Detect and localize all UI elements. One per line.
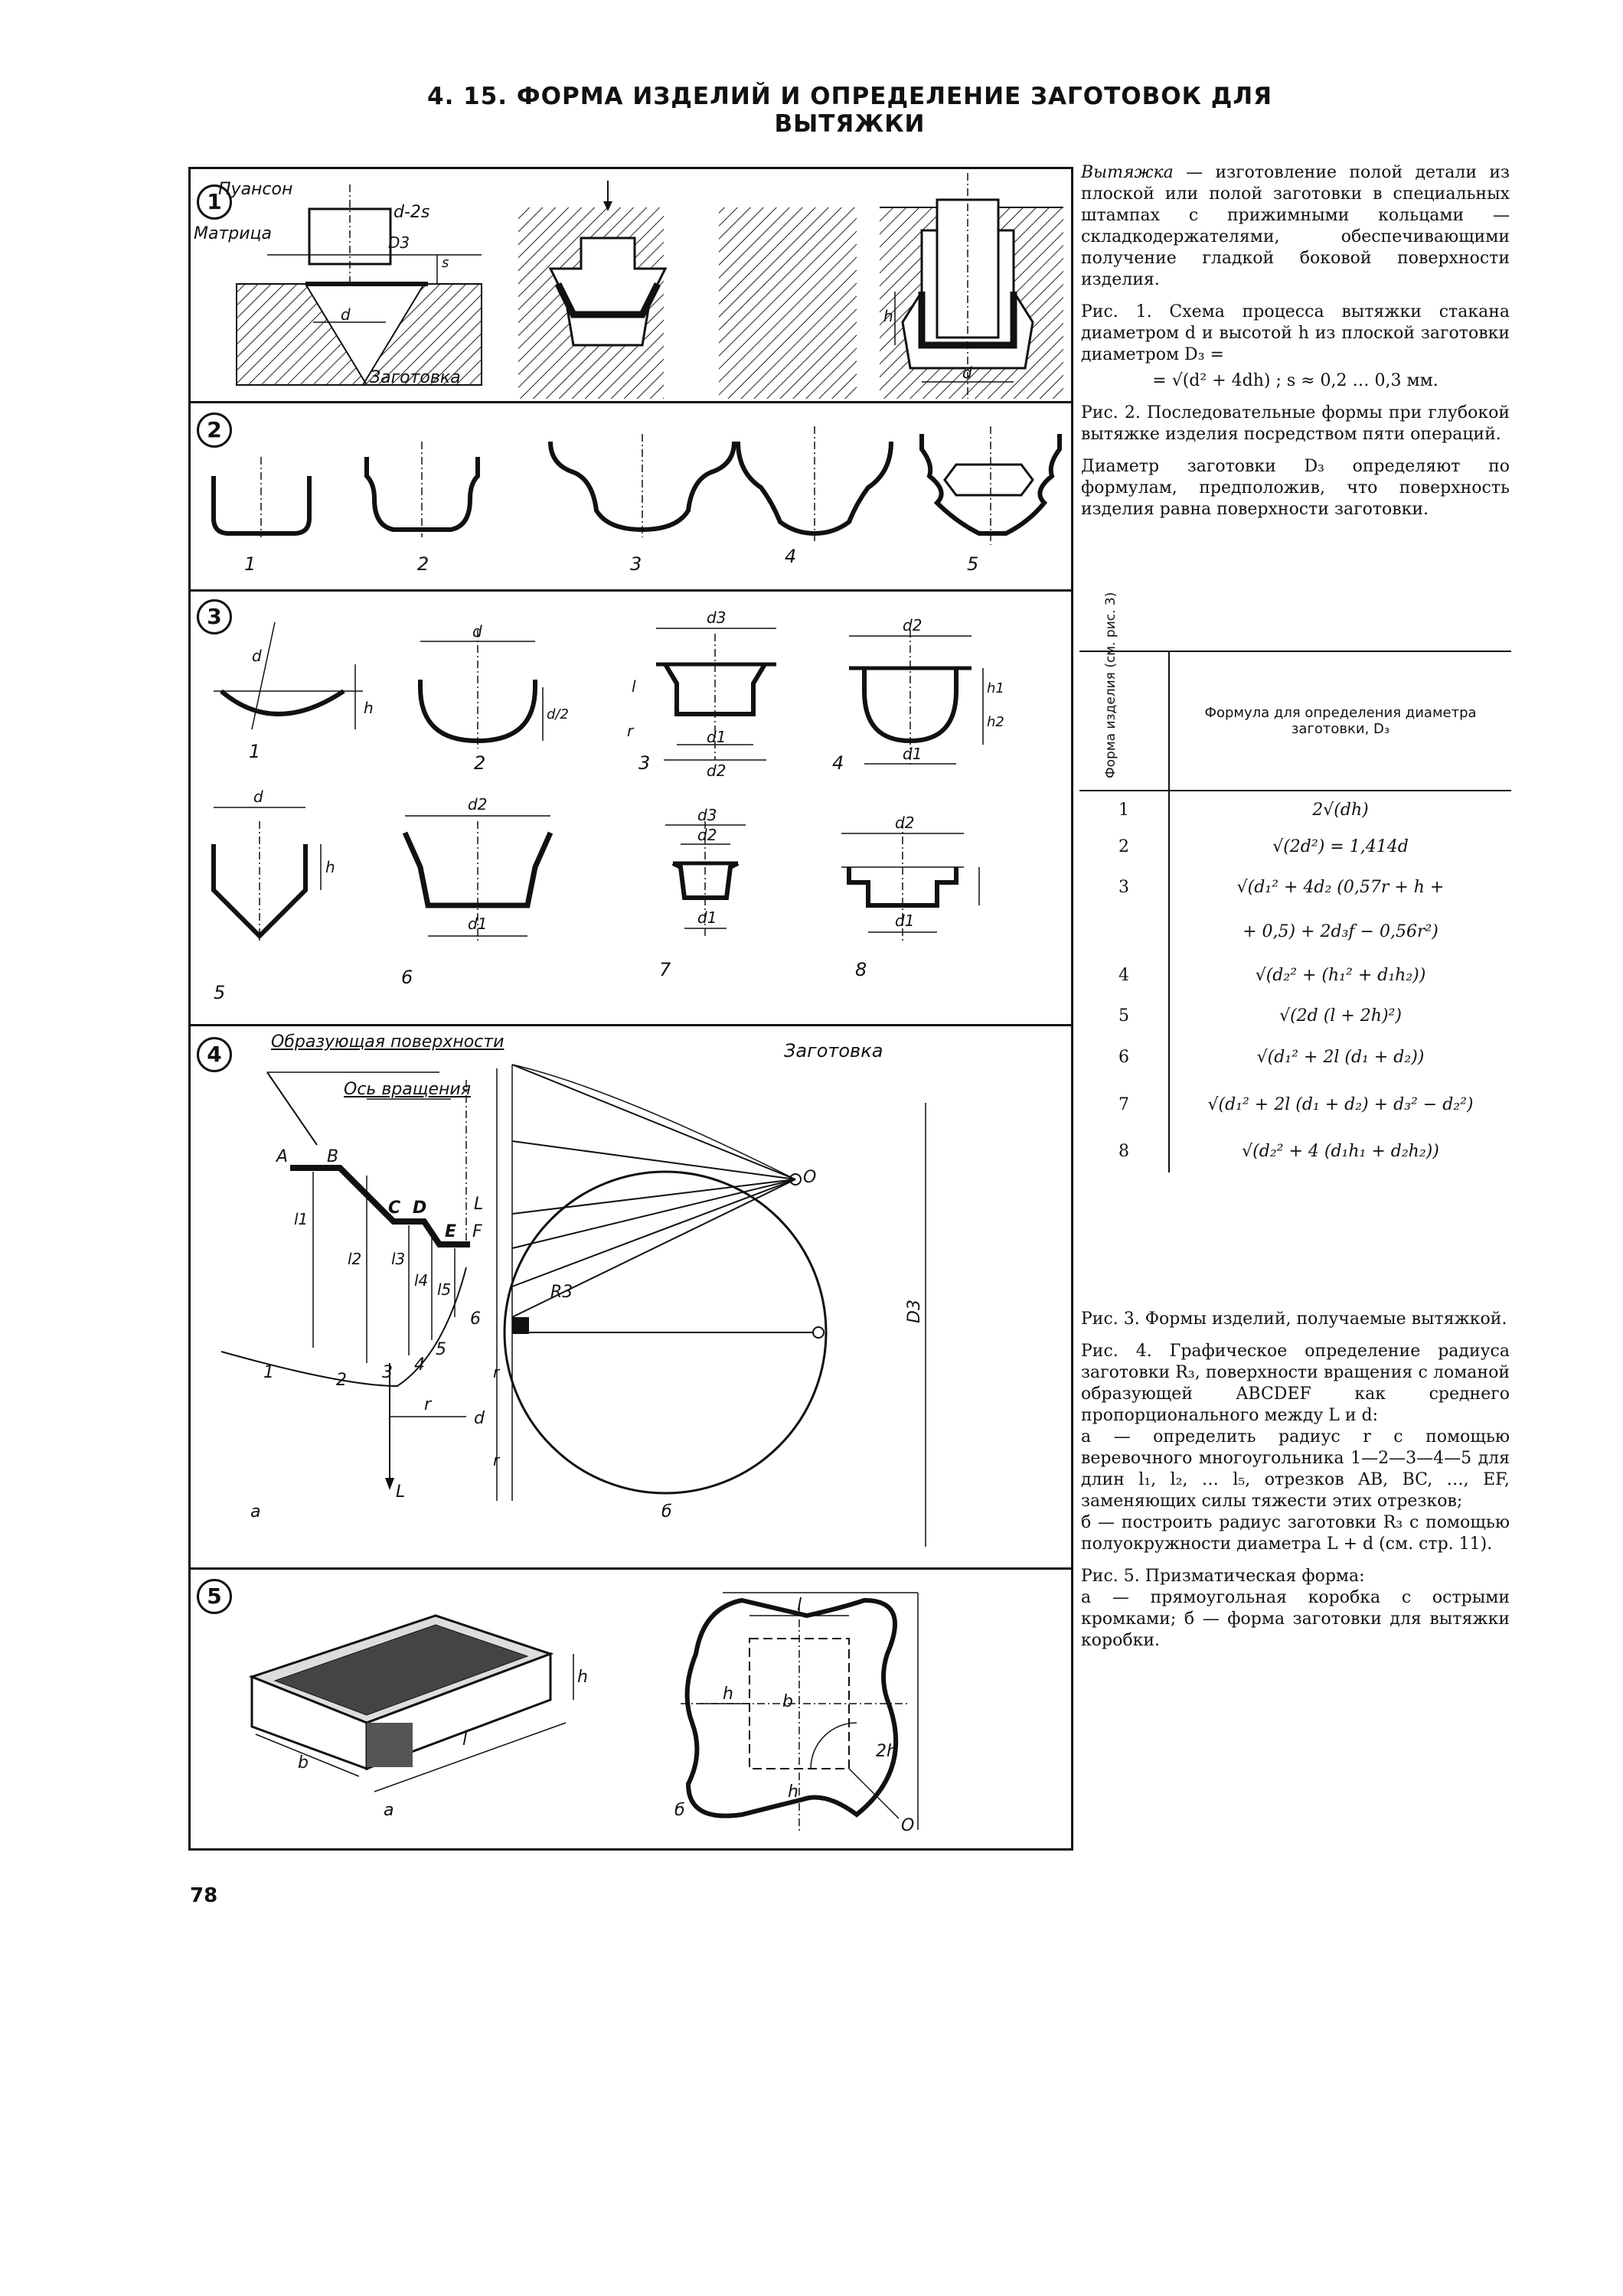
fig3-dim-d2-3: d2 [707,762,727,780]
figure-4-drawing [191,1026,1071,1570]
fig2-caption: Рис. 2. Последовательные формы при глубокой вытяжке изделия посредством пяти операций. [1081,403,1510,444]
fig3-dim-h2-4: h2 [987,714,1004,730]
axis-label: Ось вращения [344,1080,471,1099]
fig3-dim-d2half: d/2 [547,706,569,722]
figure-1-drawing [191,169,1071,403]
fig4-O: O [803,1168,817,1187]
figure-3 [191,592,1071,1026]
dim-D3-label: D3 [388,233,410,252]
intro-rest: — изготовление полой детали из плоской или полой заготовки в специальных штампах с прижимными кольцами — складкодержателями, обеспечивающими получение гладкой боковой поверхности изделия. [1081,163,1510,289]
fig3-caption: Рис. 3. Формы изделий, получаемые вытяжкой. [1081,1309,1507,1329]
point-B: B [327,1147,339,1166]
fig3-dim-d3-3: d3 [707,608,727,627]
figure-2 [191,403,1071,592]
generatrix-label: Образующая поверхности [271,1032,505,1052]
fig3-dim-d1-6: d1 [468,915,488,933]
fig4-sub-a: а [250,1502,261,1521]
fig3-dim-h-5: h [325,858,335,876]
fig3-dim-l-3: l [632,677,636,696]
fig4-r-b1: r [493,1363,500,1381]
dim-d2s-label: d-2s [394,203,430,222]
formula-table [1079,592,1511,1172]
figure-3-drawing [191,592,1071,1026]
fig3-dim-d2-7: d2 [697,826,717,844]
table-row: 6 √(d₁² + 2l (d₁ + d₂)) [1079,1035,1511,1079]
dim-h-label: h [883,307,893,325]
dim-d-label: d [341,305,351,324]
fig3-dim-d1-8: d1 [895,912,915,930]
point-A: A [276,1147,289,1166]
point-D: D [413,1199,427,1218]
intro-term: Вытяжка [1081,163,1174,182]
fig2-label-4: 4 [785,546,797,567]
dim-d-right-label: d [962,364,972,382]
fig4-sub-b: б [661,1502,672,1521]
table-row: + 0,5) + 2d₃f − 0,56r²) [1079,909,1511,954]
fig5-dim-h-b: h [723,1684,733,1704]
length-l3: l3 [391,1250,406,1268]
table-row: 4 √(d₂² + (h₁² + d₁h₂)) [1079,954,1511,996]
fig3-dim-d-1: d [252,647,262,665]
figure-2-number: 2 [197,413,232,448]
figure-1 [191,169,1071,403]
fig3-dim-d2-4: d2 [903,616,923,634]
length-l4: l4 [414,1271,429,1290]
fig3-dim-h-1: h [364,699,374,717]
point-E: E [445,1222,457,1241]
formula-table-body [1079,791,1511,1172]
fig3-dim-d2-8: d2 [895,814,915,832]
figure-4 [191,1026,1071,1570]
die-label: Матрица [194,224,272,243]
fig5-dim-b-b: b [782,1692,793,1711]
fig5-a-text: а — прямоугольная коробка с острыми кромками; б — форма заготовки для вытяжки коробки. [1081,1588,1510,1650]
table-header-col1: Форма изделия (см. рис. 3) [1079,651,1169,791]
fig3-label-4: 4 [832,752,844,774]
length-l2: l2 [348,1250,362,1268]
figure-3-number: 3 [197,599,232,634]
fig4-L-b: L [474,1195,484,1214]
fig3-label-6: 6 [401,967,413,988]
length-l1: l1 [294,1210,309,1228]
fig4-caption: Рис. 4. Графическое определение радиуса заготовки R₃, поверхности вращения с ломаной образующей ABCDEF как среднего пропорционального между L и d: [1081,1342,1510,1425]
fig4-d-b: d [474,1409,485,1428]
fig4-R3: R3 [550,1283,573,1302]
table-row: 1 2√(dh) [1079,791,1511,828]
fig5-caption: Рис. 5. Призматическая форма: [1081,1567,1365,1586]
intro-text [1081,162,1510,531]
table-row: 5 √(2d (l + 2h)²) [1079,996,1511,1035]
fig3-dim-r-3: r [627,722,634,740]
table-row: 8 √(d₂² + 4 (d₁h₁ + d₂h₂)) [1079,1130,1511,1172]
fig3-label-1: 1 [249,741,261,762]
captions-text [1081,1309,1510,1662]
poly-4: 4 [414,1355,425,1375]
poly-6: 6 [470,1309,481,1329]
intro-paragraph [1081,162,1510,291]
figure-5-number: 5 [197,1579,232,1614]
fig3-dim-d2-6: d2 [468,795,488,814]
fig4-D3: D3 [904,1300,924,1323]
fig3-label-8: 8 [855,959,867,980]
diameter-text: Диаметр заготовки D₃ определяют по формулам, предположив, что поверхность изделия равна поверхности заготовки. [1081,457,1510,519]
poly-2: 2 [336,1371,347,1390]
fig3-dim-d-5: d [253,788,263,806]
fig3-label-2: 2 [474,752,486,774]
figure-4-number: 4 [197,1037,232,1072]
fig5-sub-b: б [674,1801,685,1820]
poly-5: 5 [436,1340,446,1359]
fig3-dim-h1-4: h1 [987,680,1004,696]
page-title: 4. 15. ФОРМА ИЗДЕЛИЙ И ОПРЕДЕЛЕНИЕ ЗАГОТОВОК ДЛЯ ВЫТЯЖКИ [427,83,1272,138]
point-C: C [388,1199,401,1218]
fig1-formula: = √(d² + 4dh) ; s ≈ 0,2 … 0,3 мм. [1152,371,1438,390]
figures-panel [188,167,1073,1851]
fig2-label-2: 2 [417,553,429,575]
figure-5 [191,1570,1071,1848]
length-l5: l5 [437,1280,452,1299]
table-row: 3 √(d₁² + 4d₂ (0,57r + h + [1079,865,1511,909]
fig5-O: O [901,1816,915,1835]
page-number: 78 [190,1884,218,1907]
table-row: 2 √(2d²) = 1,414d [1079,828,1511,865]
fig5-dim-b-a: b [298,1753,309,1773]
fig4-a-text: а — определить радиус r с помощью веревочного многоугольника 1—2—3—4—5 для длин l₁, l₂, … l₅, отрезков AB, BC, …, EF, заменяющих силы тяжести этих отрезков; [1081,1427,1510,1511]
table-row: 7 √(d₁² + 2l (d₁ + d₂) + d₃² − d₂²) [1079,1079,1511,1130]
fig3-dim-d-2: d [472,622,482,641]
fig5-dim-l-a: l [462,1730,468,1750]
fig5-sub-a: а [384,1801,394,1820]
fig5-dim-h-b2: h [788,1782,798,1802]
fig3-dim-d1-3: d1 [707,728,727,746]
fig2-label-5: 5 [967,553,979,575]
point-F: F [472,1222,482,1241]
fig5-dim-h-a: h [577,1668,588,1687]
fig3-label-5: 5 [214,982,226,1003]
fig3-dim-d3-7: d3 [697,806,717,824]
figure-1-number: 1 [197,184,232,220]
punch-label: Пуансон [218,180,293,199]
fig5-dim-2h: 2h [876,1742,897,1761]
fig2-label-3: 3 [630,553,642,575]
table-header-col2: Формула для определения диаметра заготовки, D₃ [1204,705,1477,737]
blank-label: Заготовка [370,368,461,387]
fig3-dim-d1-4: d1 [903,745,923,763]
fig4-L-a: L [396,1482,406,1502]
fig4-r-b2: r [493,1451,500,1469]
fig4-blank-label: Заготовка [784,1040,883,1062]
fig1-caption: Рис. 1. Схема процесса вытяжки стакана диаметром d и высотой h из плоской заготовки диаметром D₃ = [1081,302,1510,364]
fig3-label-3: 3 [638,752,651,774]
fig4-r-a: r [424,1395,432,1414]
fig3-dim-d1-7: d1 [697,908,717,927]
fig2-label-1: 1 [244,553,256,575]
fig4-b-text: б — построить радиус заготовки R₃ с помощью полуокружности диаметра L + d (см. стр. 11). [1081,1513,1510,1554]
fig5-dim-l-b: l [797,1596,802,1615]
fig3-label-7: 7 [659,959,671,980]
poly-1: 1 [263,1363,274,1382]
figure-5-drawing [191,1570,1071,1848]
dim-s-label: s [442,255,449,271]
poly-3: 3 [382,1363,393,1382]
